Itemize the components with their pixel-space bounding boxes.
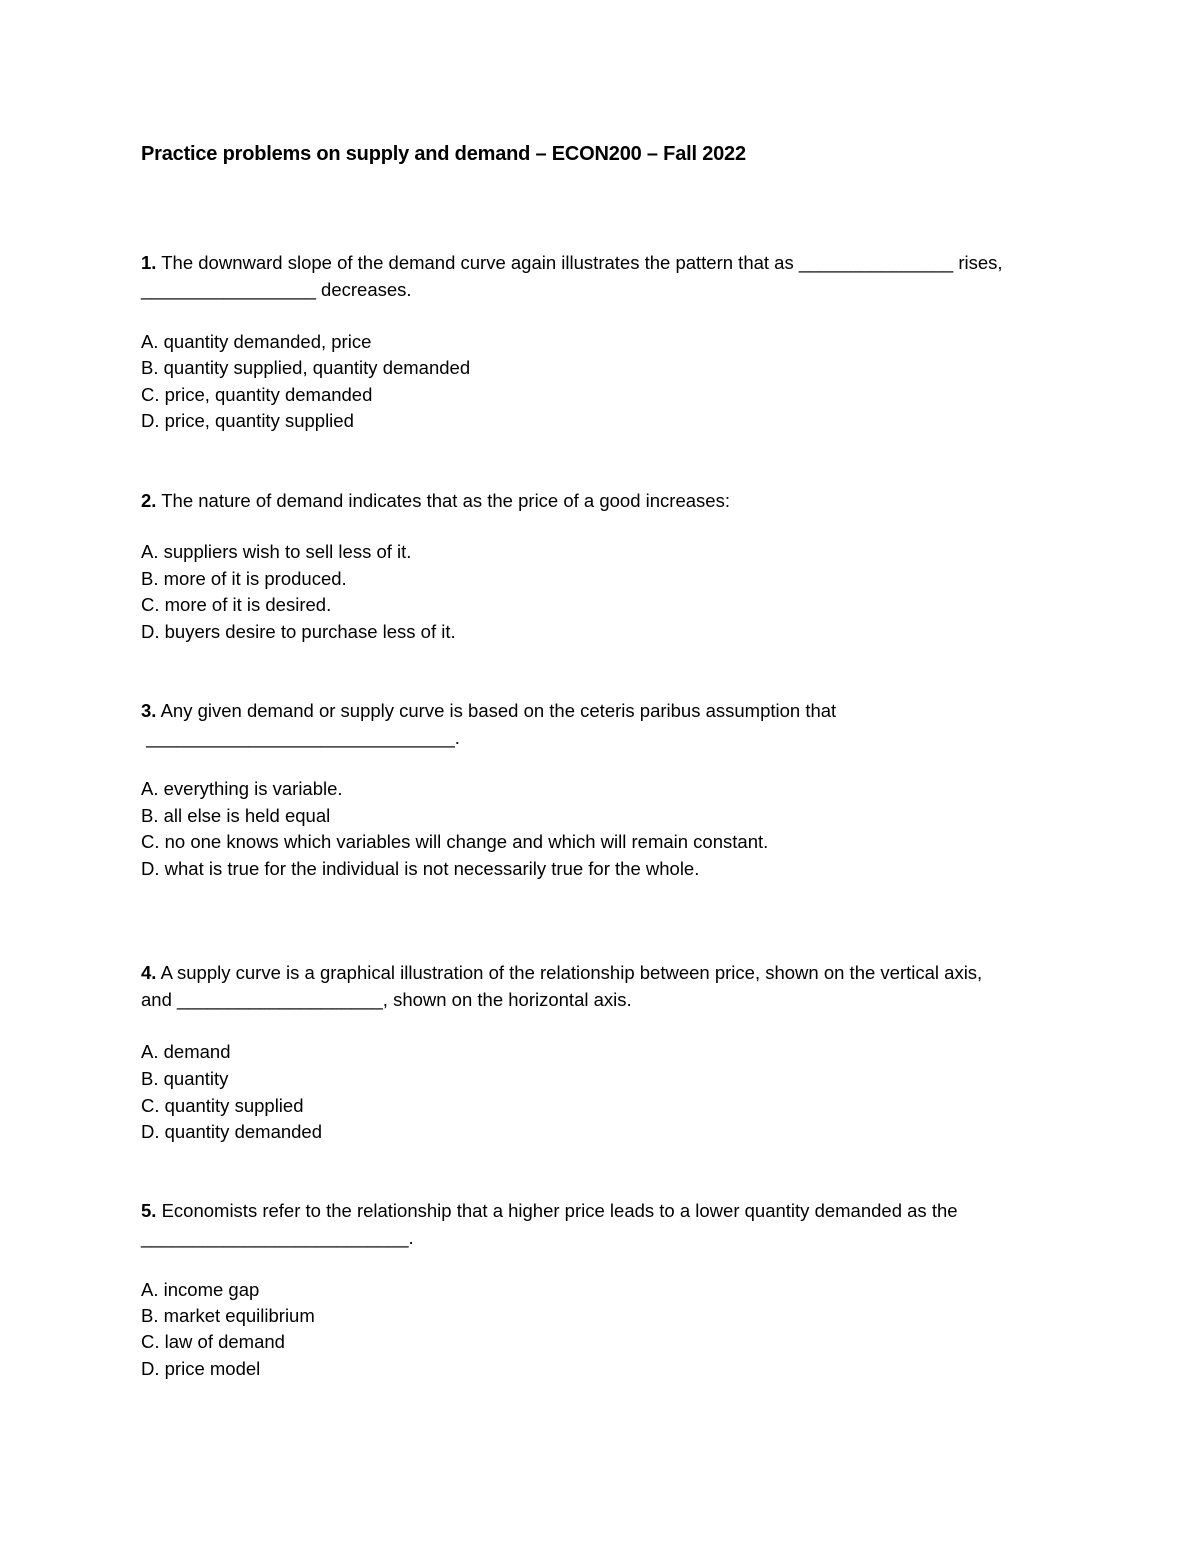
- option-letter: A.: [141, 1279, 159, 1300]
- option-text: quantity supplied: [164, 1095, 304, 1116]
- question-1-option-d: [141, 410, 354, 432]
- option-letter: C.: [141, 594, 160, 615]
- option-text: price, quantity demanded: [164, 384, 373, 405]
- option-letter: B.: [141, 357, 159, 378]
- question-1-stem-line-2: [141, 279, 412, 301]
- option-text: more of it is produced.: [163, 568, 347, 589]
- question-2-number: 2.: [141, 490, 157, 511]
- question-2-option-c: [141, 594, 331, 616]
- question-5-number: 5.: [141, 1200, 157, 1221]
- question-1-text-line-2: _________________ decreases.: [141, 279, 412, 300]
- question-2-option-d: [141, 621, 456, 643]
- option-text: quantity: [163, 1068, 229, 1089]
- option-letter: D.: [141, 410, 160, 431]
- question-2-option-b: [141, 568, 347, 590]
- question-1-number: 1.: [141, 252, 157, 273]
- question-3-number: 3.: [141, 700, 157, 721]
- option-text: market equilibrium: [163, 1305, 315, 1326]
- option-letter: B.: [141, 568, 159, 589]
- option-letter: D.: [141, 621, 160, 642]
- option-text: price model: [164, 1358, 261, 1379]
- question-4-text-line-2: and ____________________, shown on the horizontal axis.: [141, 989, 632, 1010]
- option-text: everything is variable.: [163, 778, 343, 799]
- option-letter: C.: [141, 1331, 160, 1352]
- question-4-option-b: [141, 1068, 228, 1090]
- question-5-text-line-2: __________________________.: [141, 1227, 414, 1248]
- option-text: quantity demanded: [164, 1121, 323, 1142]
- question-3-stem-line-1: [141, 700, 836, 722]
- option-letter: A.: [141, 778, 159, 799]
- option-text: quantity demanded, price: [163, 331, 372, 352]
- question-1-text-line-1: The downward slope of the demand curve again illustrates the pattern that as _______________ rises,: [161, 252, 1003, 273]
- question-4-text-line-1: A supply curve is a graphical illustration of the relationship between price, shown on the vertical axis,: [160, 962, 983, 983]
- option-letter: B.: [141, 1305, 159, 1326]
- question-2-text-line-1: The nature of demand indicates that as the price of a good increases:: [161, 490, 730, 511]
- page-title: Practice problems on supply and demand – ECON200 – Fall 2022: [141, 143, 746, 165]
- question-4-stem-line-2: [141, 989, 632, 1011]
- option-letter: A.: [141, 1041, 159, 1062]
- question-2-option-a: [141, 541, 411, 563]
- option-letter: D.: [141, 1121, 160, 1142]
- question-3-option-a: [141, 778, 343, 800]
- option-letter: B.: [141, 805, 159, 826]
- question-1-stem-line-1: [141, 252, 1003, 274]
- question-4-stem-line-1: [141, 962, 982, 984]
- question-3-option-b: [141, 805, 330, 827]
- option-text: demand: [163, 1041, 231, 1062]
- option-letter: C.: [141, 1095, 160, 1116]
- option-text: buyers desire to purchase less of it.: [164, 621, 456, 642]
- question-2-stem-line-1: [141, 490, 730, 512]
- question-3-text-line-2: ______________________________.: [141, 727, 460, 748]
- question-5-option-c: [141, 1331, 285, 1353]
- question-3-option-c: [141, 831, 768, 853]
- question-1-option-b: [141, 357, 470, 379]
- question-5-option-d: [141, 1358, 260, 1380]
- option-text: price, quantity supplied: [164, 410, 354, 431]
- question-3-option-d: [141, 858, 699, 880]
- question-4-option-c: [141, 1095, 304, 1117]
- option-text: law of demand: [164, 1331, 285, 1352]
- question-5-stem-line-1: [141, 1200, 958, 1222]
- option-text: what is true for the individual is not necessarily true for the whole.: [164, 858, 700, 879]
- option-letter: C.: [141, 831, 160, 852]
- question-1-option-a: [141, 331, 371, 353]
- question-3-text-line-1: Any given demand or supply curve is based on the ceteris paribus assumption that: [160, 700, 837, 721]
- question-4-option-d: [141, 1121, 322, 1143]
- question-5-option-b: [141, 1305, 315, 1327]
- option-text: quantity supplied, quantity demanded: [163, 357, 471, 378]
- option-text: all else is held equal: [163, 805, 331, 826]
- question-5-text-line-1: Economists refer to the relationship that a higher price leads to a lower quantity demanded as the: [161, 1200, 958, 1221]
- question-3-stem-line-2: [141, 727, 460, 749]
- option-letter: D.: [141, 1358, 160, 1379]
- option-text: income gap: [163, 1279, 260, 1300]
- question-4-number: 4.: [141, 962, 157, 983]
- option-letter: A.: [141, 331, 159, 352]
- option-text: more of it is desired.: [164, 594, 332, 615]
- question-5-option-a: [141, 1279, 259, 1301]
- option-letter: A.: [141, 541, 159, 562]
- question-4-option-a: [141, 1041, 230, 1063]
- question-1-option-c: [141, 384, 372, 406]
- option-letter: C.: [141, 384, 160, 405]
- option-letter: D.: [141, 858, 160, 879]
- option-text: no one knows which variables will change and which will remain constant.: [164, 831, 769, 852]
- option-letter: B.: [141, 1068, 159, 1089]
- question-5-stem-line-2: [141, 1227, 414, 1249]
- option-text: suppliers wish to sell less of it.: [163, 541, 412, 562]
